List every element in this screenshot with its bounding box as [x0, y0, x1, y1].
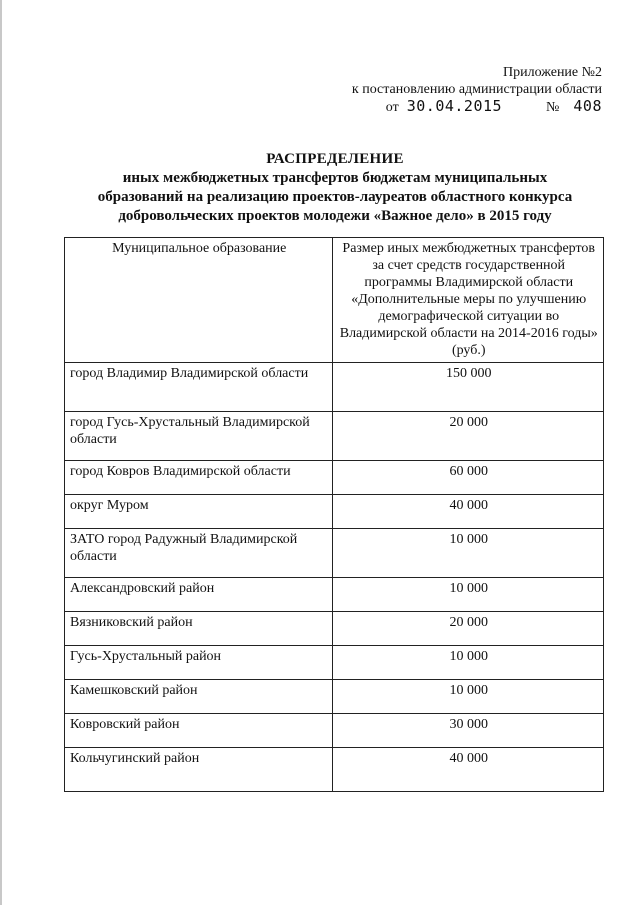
date-prefix: от	[385, 100, 399, 115]
annex-block	[352, 64, 602, 116]
table-row	[65, 495, 604, 529]
municipality-cell: ЗАТО город Радужный Владимирской области	[65, 529, 333, 578]
municipality-cell: город Гусь-Хрустальный Владимирской области	[65, 412, 333, 461]
heading-line-2: образований на реализацию проектов-лауреатов областного конкурса	[97, 189, 573, 205]
table-row	[65, 612, 604, 646]
amount-cell: 30 000	[333, 714, 604, 748]
amount-cell: 10 000	[333, 529, 604, 578]
table-header-row	[65, 238, 604, 363]
municipality-cell: Александровский район	[65, 578, 333, 612]
annex-date-row	[352, 98, 602, 116]
municipality-cell: город Ковров Владимирской области	[65, 461, 333, 495]
table-row	[65, 461, 604, 495]
amount-cell: 20 000	[333, 412, 604, 461]
document-heading	[60, 150, 610, 226]
distribution-table	[64, 237, 604, 792]
amount-cell: 10 000	[333, 646, 604, 680]
annex-title: Приложение №2	[503, 65, 602, 80]
heading-line-3: добровольческих проектов молодежи «Важное дело» в 2015 году	[118, 208, 552, 224]
table-row	[65, 578, 604, 612]
annex-subtitle: к постановлению администрации области	[351, 82, 602, 97]
amount-cell: 40 000	[333, 495, 604, 529]
amount-cell: 150 000	[333, 363, 604, 412]
municipality-cell: Гусь-Хрустальный район	[65, 646, 333, 680]
table-row	[65, 680, 604, 714]
table-row	[65, 363, 604, 412]
decree-date: 30.04.2015	[406, 97, 503, 115]
table-row	[65, 714, 604, 748]
municipality-cell: город Владимир Владимирской области	[65, 363, 333, 412]
scan-margin-line	[0, 0, 2, 905]
municipality-cell: Вязниковский район	[65, 612, 333, 646]
amount-cell: 10 000	[333, 578, 604, 612]
municipality-cell: Ковровский район	[65, 714, 333, 748]
amount-cell: 20 000	[333, 612, 604, 646]
amount-cell: 40 000	[333, 748, 604, 792]
table-row	[65, 748, 604, 792]
amount-cell: 60 000	[333, 461, 604, 495]
municipality-cell: Кольчугинский район	[65, 748, 333, 792]
amount-cell: 10 000	[333, 680, 604, 714]
decree-number: 408	[573, 97, 602, 115]
header-amount: Размер иных межбюджетных трансфертов за счет средств государственной программы Владимирской области «Дополнительные меры по улучшению демографической ситуации во Владимирской области на 2014-2016 годы» (руб.)	[333, 238, 604, 363]
number-prefix: №	[546, 100, 560, 115]
table-row	[65, 412, 604, 461]
municipality-cell: Камешковский район	[65, 680, 333, 714]
heading-line-1: иных межбюджетных трансфертов бюджетам муниципальных	[122, 170, 548, 186]
municipality-cell: округ Муром	[65, 495, 333, 529]
header-municipality: Муниципальное образование	[65, 238, 333, 363]
table-row	[65, 529, 604, 578]
page-title: РАСПРЕДЕЛЕНИЕ	[266, 151, 404, 167]
table-row	[65, 646, 604, 680]
